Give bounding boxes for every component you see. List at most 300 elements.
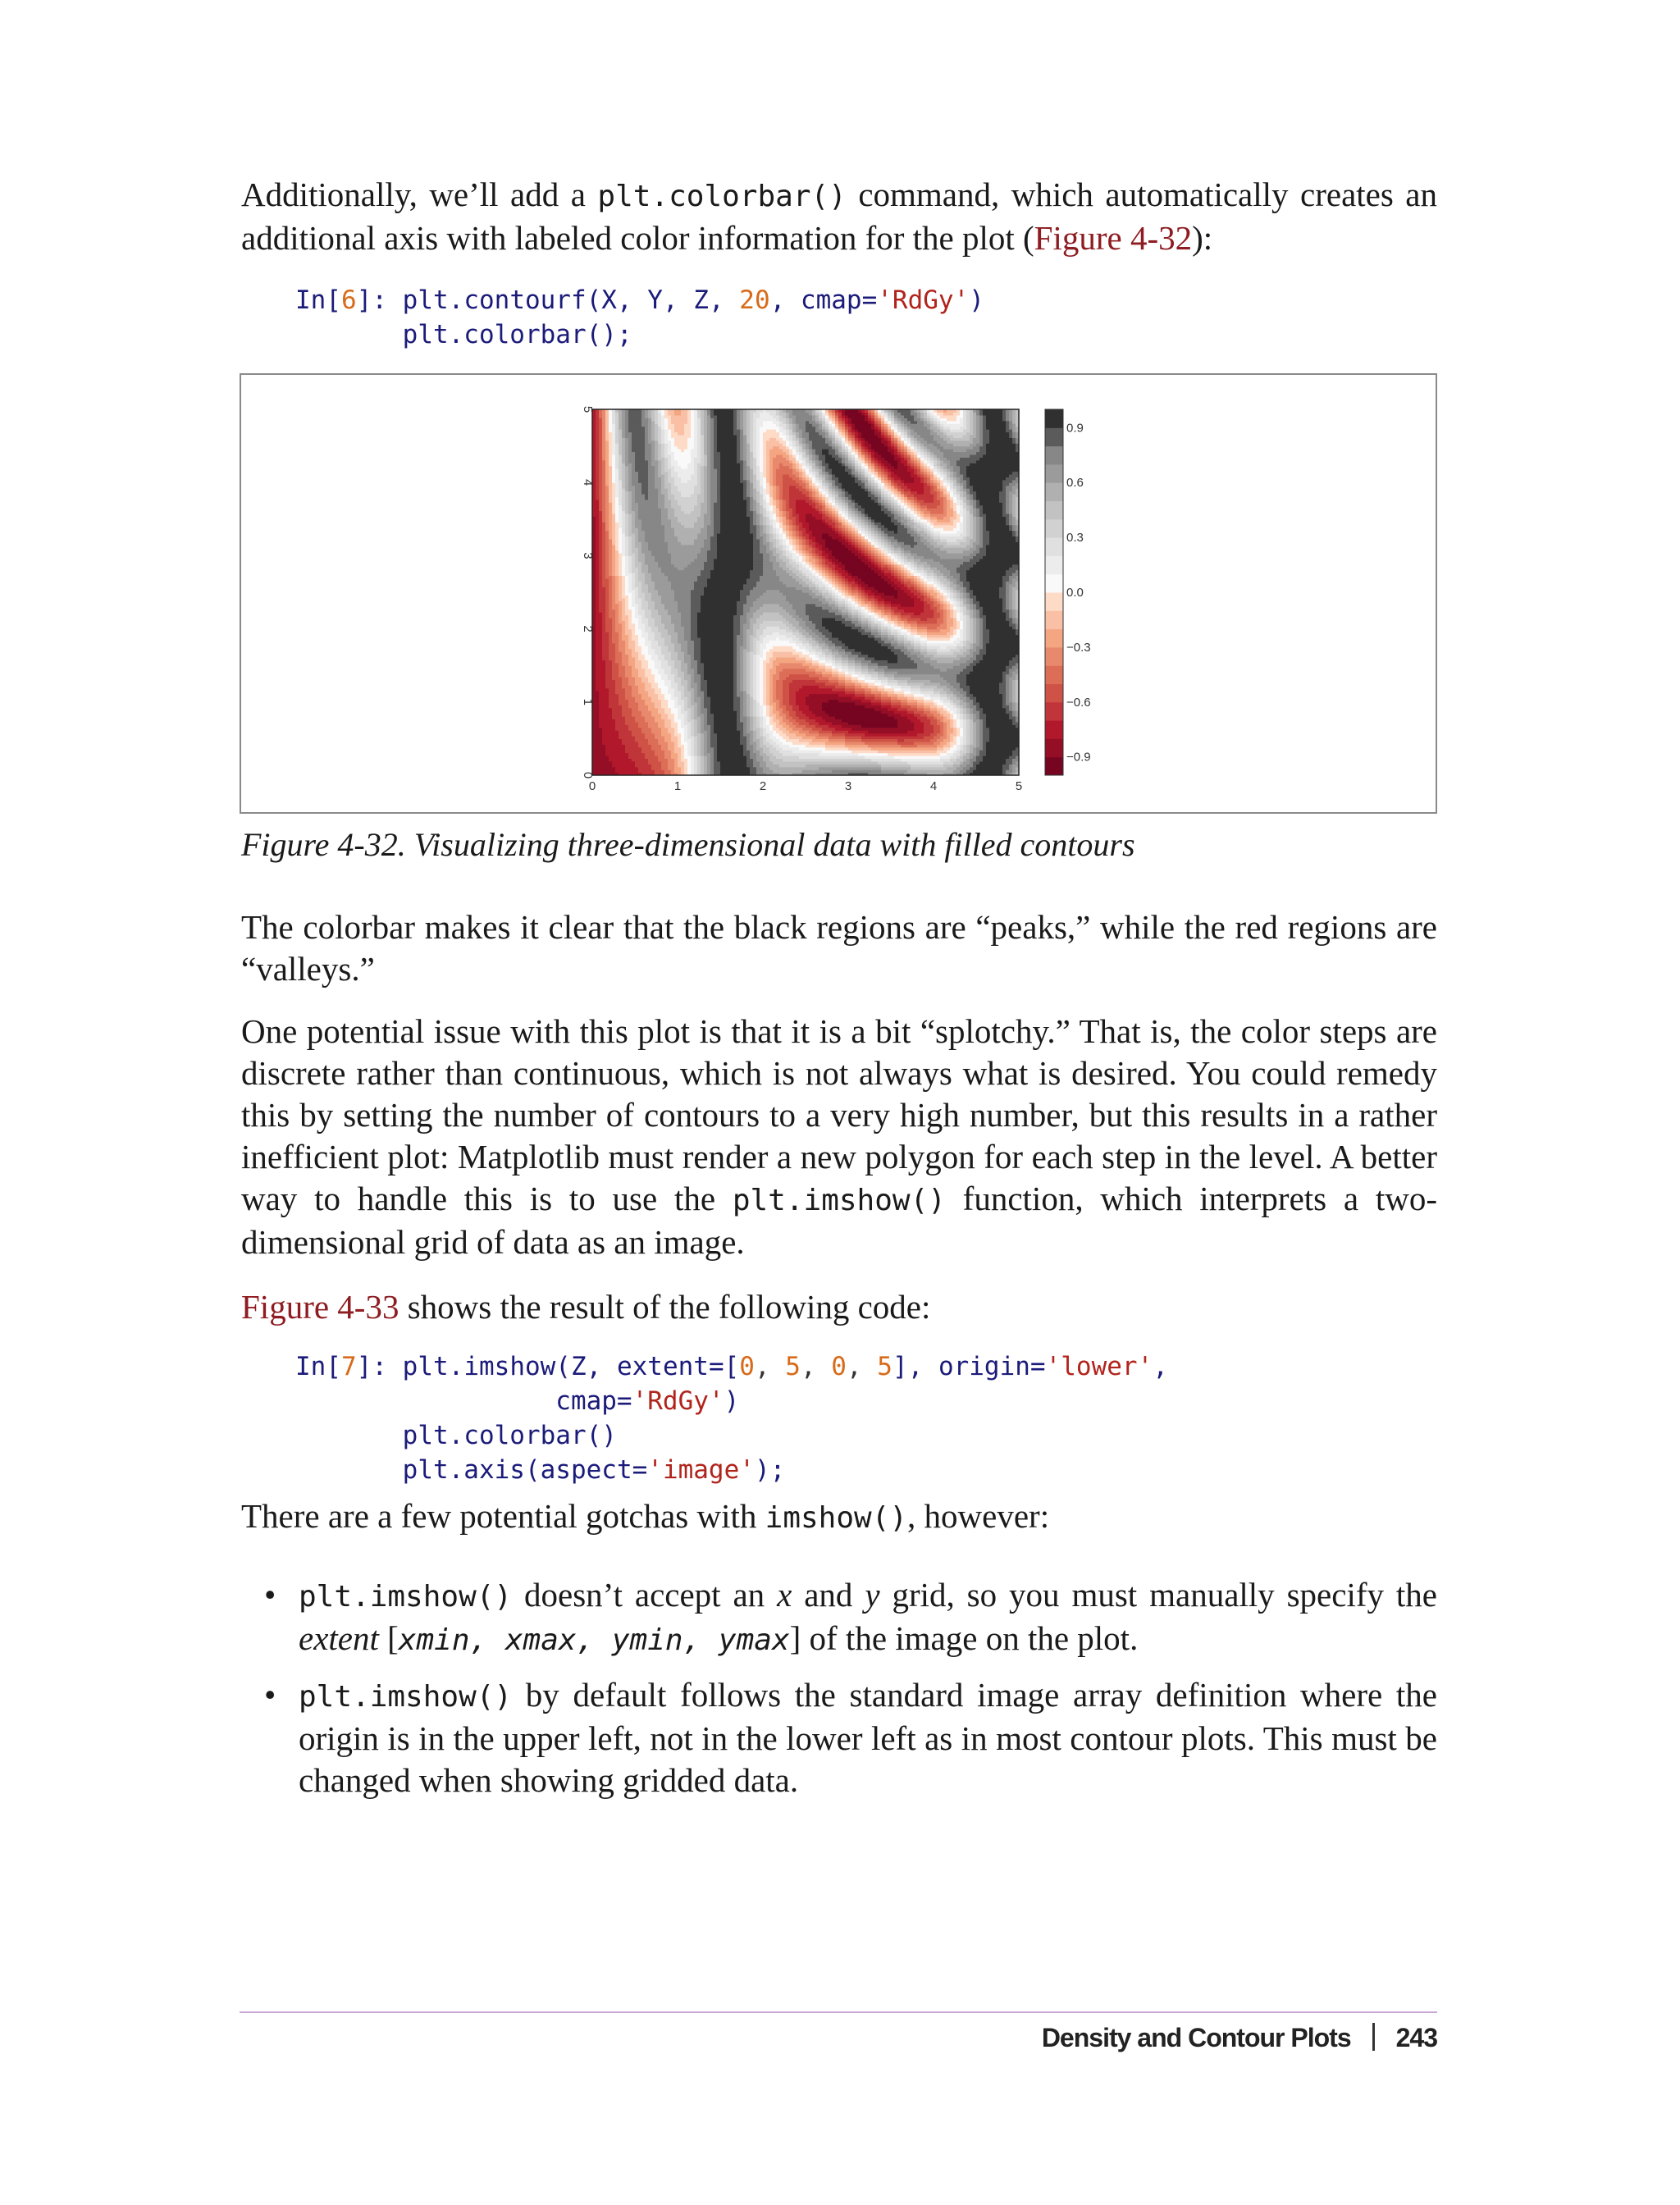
contour-cell xyxy=(924,682,928,686)
contour-cell xyxy=(963,738,967,742)
contour-cell xyxy=(983,764,987,767)
contour-cell xyxy=(661,696,665,700)
contour-cell xyxy=(599,702,603,705)
contour-cell xyxy=(894,767,898,770)
contour-cell xyxy=(740,677,744,680)
contour-cell xyxy=(842,736,846,739)
contour-cell xyxy=(802,705,806,708)
contour-cell xyxy=(878,673,882,677)
contour-cell xyxy=(743,702,747,705)
contour-cell xyxy=(799,756,803,759)
contour-cell xyxy=(664,710,669,714)
contour-cell xyxy=(825,671,829,674)
contour-cell xyxy=(743,756,747,759)
contour-cell xyxy=(894,733,898,737)
contour-cell xyxy=(881,767,885,770)
contour-cell xyxy=(819,669,823,672)
contour-cell xyxy=(937,767,941,770)
contour-cell xyxy=(697,708,701,711)
contour-cell xyxy=(743,724,747,728)
contour-cell xyxy=(648,694,652,697)
contour-cell xyxy=(779,671,783,674)
contour-cell xyxy=(740,738,744,742)
contour-cell xyxy=(825,730,829,733)
contour-cell xyxy=(832,719,836,722)
contour-cell xyxy=(989,758,993,761)
contour-cell xyxy=(612,722,616,725)
contour-cell xyxy=(884,764,888,767)
contour-cell xyxy=(842,673,846,677)
contour-cell xyxy=(717,665,721,669)
contour-cell xyxy=(891,677,895,680)
contour-cell xyxy=(940,677,944,680)
contour-cell xyxy=(681,688,685,692)
contour-cell xyxy=(874,673,879,677)
contour-cell xyxy=(950,753,954,756)
contour-cell xyxy=(658,677,662,680)
contour-cell xyxy=(809,736,813,739)
contour-cell xyxy=(740,665,744,669)
contour-cell xyxy=(720,736,724,739)
contour-cell xyxy=(884,724,888,728)
contour-cell xyxy=(806,669,810,672)
contour-cell xyxy=(914,742,918,745)
contour-cell xyxy=(1002,761,1007,765)
contour-cell xyxy=(950,722,954,725)
contour-cell xyxy=(596,688,600,692)
contour-cell xyxy=(999,764,1003,767)
contour-cell xyxy=(812,708,816,711)
contour-cell xyxy=(930,750,934,753)
contour-cell xyxy=(822,736,826,739)
contour-cell xyxy=(914,728,918,731)
contour-cell xyxy=(773,669,777,672)
contour-cell xyxy=(943,769,947,773)
contour-cell xyxy=(999,702,1003,705)
contour-cell xyxy=(760,694,764,697)
contour-cell xyxy=(776,685,780,688)
contour-cell xyxy=(727,736,731,739)
contour-cell xyxy=(983,761,987,765)
contour-cell xyxy=(986,691,990,694)
contour-cell xyxy=(822,708,826,711)
contour-cell xyxy=(684,750,688,753)
contour-cell xyxy=(779,679,783,682)
contour-cell xyxy=(858,705,862,708)
contour-cell xyxy=(681,719,685,722)
contour-cell xyxy=(635,673,639,677)
contour-cell xyxy=(904,764,908,767)
contour-cell xyxy=(891,744,895,747)
contour-cell xyxy=(832,669,836,672)
contour-cell xyxy=(638,753,642,756)
contour-cell xyxy=(868,716,872,719)
contour-cell xyxy=(789,685,793,688)
contour-cell xyxy=(897,673,902,677)
contour-cell xyxy=(779,736,783,739)
contour-cell xyxy=(632,688,636,692)
contour-cell xyxy=(740,764,744,767)
contour-cell xyxy=(602,688,606,692)
contour-cell xyxy=(838,758,842,761)
contour-cell xyxy=(960,758,964,761)
contour-cell xyxy=(884,710,888,714)
contour-cell xyxy=(628,722,632,725)
contour-cell xyxy=(848,738,852,742)
contour-cell xyxy=(855,719,859,722)
contour-cell xyxy=(868,747,872,751)
contour-cell xyxy=(953,744,957,747)
contour-cell xyxy=(628,728,632,731)
contour-cell xyxy=(970,764,974,767)
contour-cell xyxy=(904,682,908,686)
contour-cell xyxy=(868,719,872,722)
contour-cell xyxy=(786,736,790,739)
contour-cell xyxy=(940,696,944,700)
contour-cell xyxy=(989,691,993,694)
contour-cell xyxy=(737,705,741,708)
contour-cell xyxy=(983,691,987,694)
contour-cell xyxy=(799,761,803,765)
contour-cell xyxy=(717,685,721,688)
contour-cell xyxy=(720,688,724,692)
contour-cell xyxy=(927,728,931,731)
contour-cell xyxy=(615,738,619,742)
contour-cell xyxy=(999,738,1003,742)
contour-cell xyxy=(1012,708,1016,711)
contour-cell xyxy=(799,764,803,767)
contour-cell xyxy=(835,691,839,694)
contour-cell xyxy=(746,665,751,669)
contour-cell xyxy=(825,742,829,745)
contour-cell xyxy=(779,669,783,672)
contour-cell xyxy=(612,688,616,692)
contour-cell xyxy=(776,756,780,759)
contour-cell xyxy=(960,702,964,705)
contour-cell xyxy=(628,761,632,765)
contour-cell xyxy=(596,702,600,705)
figure-link[interactable]: Figure 4-32 xyxy=(1034,219,1193,257)
contour-cell xyxy=(707,677,711,680)
contour-cell xyxy=(983,736,987,739)
contour-cell xyxy=(806,724,810,728)
contour-cell xyxy=(691,714,695,717)
contour-cell xyxy=(851,769,856,773)
contour-cell xyxy=(812,769,816,773)
contour-cell xyxy=(983,669,987,672)
contour-cell xyxy=(602,716,606,719)
contour-cell xyxy=(806,691,810,694)
contour-cell xyxy=(737,719,741,722)
contour-cell xyxy=(927,730,931,733)
contour-cell xyxy=(960,747,964,751)
contour-cell xyxy=(740,702,744,705)
contour-cell xyxy=(897,744,902,747)
contour-cell xyxy=(704,756,708,759)
contour-cell xyxy=(894,710,898,714)
contour-cell xyxy=(983,724,987,728)
contour-cell xyxy=(724,716,728,719)
contour-cell xyxy=(625,747,629,751)
contour-cell xyxy=(638,728,642,731)
contour-cell xyxy=(612,747,616,751)
contour-cell xyxy=(697,671,701,674)
contour-cell xyxy=(993,742,997,745)
contour-cell xyxy=(661,767,665,770)
contour-cell xyxy=(802,742,806,745)
contour-cell xyxy=(792,742,797,745)
contour-cell xyxy=(638,710,642,714)
contour-cell xyxy=(914,699,918,702)
contour-cell xyxy=(619,724,623,728)
contour-cell xyxy=(674,764,678,767)
contour-cell xyxy=(760,722,764,725)
contour-cell xyxy=(973,688,977,692)
contour-cell xyxy=(996,694,1000,697)
contour-cell xyxy=(1002,742,1007,745)
contour-cell xyxy=(835,744,839,747)
contour-cell xyxy=(960,730,964,733)
contour-cell xyxy=(753,724,757,728)
contour-cell xyxy=(812,758,816,761)
contour-cell xyxy=(710,736,714,739)
contour-cell xyxy=(668,742,672,745)
contour-cell xyxy=(920,679,924,682)
contour-cell xyxy=(897,767,902,770)
contour-cell xyxy=(789,758,793,761)
contour-cell xyxy=(796,758,800,761)
contour-cell xyxy=(1009,696,1013,700)
contour-cell xyxy=(796,742,800,745)
contour-cell xyxy=(848,747,852,751)
contour-cell xyxy=(684,747,688,751)
contour-cell xyxy=(865,730,869,733)
contour-cell xyxy=(1006,722,1010,725)
contour-cell xyxy=(825,738,829,742)
contour-cell xyxy=(727,761,731,765)
contour-cell xyxy=(1009,669,1013,672)
contour-cell xyxy=(766,682,770,686)
contour-cell xyxy=(704,753,708,756)
contour-cell xyxy=(753,671,757,674)
contour-cell xyxy=(691,738,695,742)
contour-cell xyxy=(829,669,833,672)
contour-cell xyxy=(914,767,918,770)
contour-cell xyxy=(615,714,619,717)
contour-cell xyxy=(612,756,616,759)
contour-cell xyxy=(776,742,780,745)
contour-cell xyxy=(609,691,613,694)
contour-cell xyxy=(881,714,885,717)
contour-cell xyxy=(1006,669,1010,672)
contour-cell xyxy=(674,747,678,751)
contour-cell xyxy=(707,724,711,728)
contour-cell xyxy=(930,722,934,725)
contour-cell xyxy=(615,742,619,745)
contour-cell xyxy=(792,679,797,682)
contour-cell xyxy=(917,671,921,674)
contour-cell xyxy=(645,685,649,688)
contour-cell xyxy=(684,708,688,711)
contour-cell xyxy=(960,691,964,694)
contour-cell xyxy=(727,679,731,682)
contour-cell xyxy=(750,719,754,722)
contour-cell xyxy=(622,724,626,728)
contour-cell xyxy=(704,679,708,682)
contour-cell xyxy=(881,669,885,672)
contour-cell xyxy=(947,736,951,739)
contour-cell xyxy=(796,722,800,725)
contour-cell xyxy=(674,691,678,694)
contour-cell xyxy=(789,736,793,739)
contour-cell xyxy=(838,673,842,677)
contour-cell xyxy=(701,719,705,722)
contour-cell xyxy=(802,685,806,688)
contour-cell xyxy=(940,694,944,697)
contour-cell xyxy=(776,736,780,739)
contour-cell xyxy=(986,753,990,756)
contour-cell xyxy=(822,705,826,708)
contour-cell xyxy=(861,730,865,733)
contour-cell xyxy=(884,730,888,733)
contour-cell xyxy=(756,679,760,682)
contour-cell xyxy=(714,702,718,705)
contour-cell xyxy=(894,702,898,705)
contour-cell xyxy=(609,753,613,756)
contour-cell xyxy=(950,767,954,770)
contour-cell xyxy=(727,699,731,702)
contour-cell xyxy=(848,677,852,680)
contour-cell xyxy=(993,744,997,747)
contour-cell xyxy=(812,714,816,717)
contour-cell xyxy=(960,714,964,717)
contour-cell xyxy=(989,764,993,767)
contour-cell xyxy=(996,716,1000,719)
contour-cell xyxy=(760,753,764,756)
contour-cell xyxy=(1006,673,1010,677)
contour-cell xyxy=(901,750,905,753)
contour-cell xyxy=(924,691,928,694)
contour-cell xyxy=(704,708,708,711)
contour-cell xyxy=(907,750,911,753)
contour-cell xyxy=(851,705,856,708)
contour-cell xyxy=(802,669,806,672)
contour-cell xyxy=(760,733,764,737)
contour-cell xyxy=(802,719,806,722)
contour-cell xyxy=(773,685,777,688)
contour-cell xyxy=(697,756,701,759)
contour-cell xyxy=(809,761,813,765)
contour-cell xyxy=(960,716,964,719)
contour-cell xyxy=(799,767,803,770)
contour-cell xyxy=(878,750,882,753)
contour-cell xyxy=(740,724,744,728)
contour-cell xyxy=(1009,682,1013,686)
contour-cell xyxy=(619,756,623,759)
contour-cell xyxy=(632,696,636,700)
contour-cell xyxy=(963,673,967,677)
contour-cell xyxy=(1009,738,1013,742)
contour-cell xyxy=(881,716,885,719)
contour-cell xyxy=(829,750,833,753)
contour-cell xyxy=(701,710,705,714)
contour-cell xyxy=(740,685,744,688)
contour-cell xyxy=(792,714,797,717)
contour-cell xyxy=(871,753,875,756)
contour-cell xyxy=(812,679,816,682)
contour-cell xyxy=(996,736,1000,739)
contour-cell xyxy=(615,685,619,688)
contour-cell xyxy=(691,669,695,672)
contour-cell xyxy=(668,679,672,682)
contour-cell xyxy=(1006,767,1010,770)
contour-cell xyxy=(891,767,895,770)
contour-cell xyxy=(769,728,774,731)
contour-cell xyxy=(973,756,977,759)
contour-cell xyxy=(812,677,816,680)
contour-cell xyxy=(753,673,757,677)
contour-cell xyxy=(924,685,928,688)
contour-cell xyxy=(917,758,921,761)
contour-cell xyxy=(694,761,698,765)
contour-cell xyxy=(664,719,669,722)
contour-cell xyxy=(661,756,665,759)
contour-cell xyxy=(704,736,708,739)
contour-cell xyxy=(769,677,774,680)
contour-cell xyxy=(976,761,980,765)
contour-cell xyxy=(615,673,619,677)
contour-cell xyxy=(956,710,961,714)
contour-cell xyxy=(901,742,905,745)
contour-cell xyxy=(829,685,833,688)
contour-cell xyxy=(615,736,619,739)
contour-cell xyxy=(930,764,934,767)
contour-cell xyxy=(704,685,708,688)
contour-cell xyxy=(868,671,872,674)
contour-cell xyxy=(694,688,698,692)
contour-cell xyxy=(878,708,882,711)
contour-cell xyxy=(619,691,623,694)
contour-cell xyxy=(943,767,947,770)
contour-cell xyxy=(743,769,747,773)
contour-cell xyxy=(635,679,639,682)
contour-cell xyxy=(792,728,797,731)
contour-cell xyxy=(851,728,856,731)
contour-cell xyxy=(710,685,714,688)
contour-cell xyxy=(878,685,882,688)
contour-cell xyxy=(829,708,833,711)
contour-cell xyxy=(602,742,606,745)
contour-cell xyxy=(609,722,613,725)
contour-cell xyxy=(878,677,882,680)
contour-cell xyxy=(825,682,829,686)
contour-cell xyxy=(806,744,810,747)
contour-cell xyxy=(897,750,902,753)
contour-cell xyxy=(602,673,606,677)
contour-cell xyxy=(622,753,626,756)
contour-cell xyxy=(740,767,744,770)
contour-cell xyxy=(727,682,731,686)
contour-cell xyxy=(907,716,911,719)
contour-cell xyxy=(704,714,708,717)
contour-cell xyxy=(763,710,767,714)
contour-cell xyxy=(678,750,682,753)
contour-cell xyxy=(832,767,836,770)
contour-cell xyxy=(819,685,823,688)
contour-cell xyxy=(681,702,685,705)
contour-cell xyxy=(904,758,908,761)
contour-cell xyxy=(783,705,787,708)
